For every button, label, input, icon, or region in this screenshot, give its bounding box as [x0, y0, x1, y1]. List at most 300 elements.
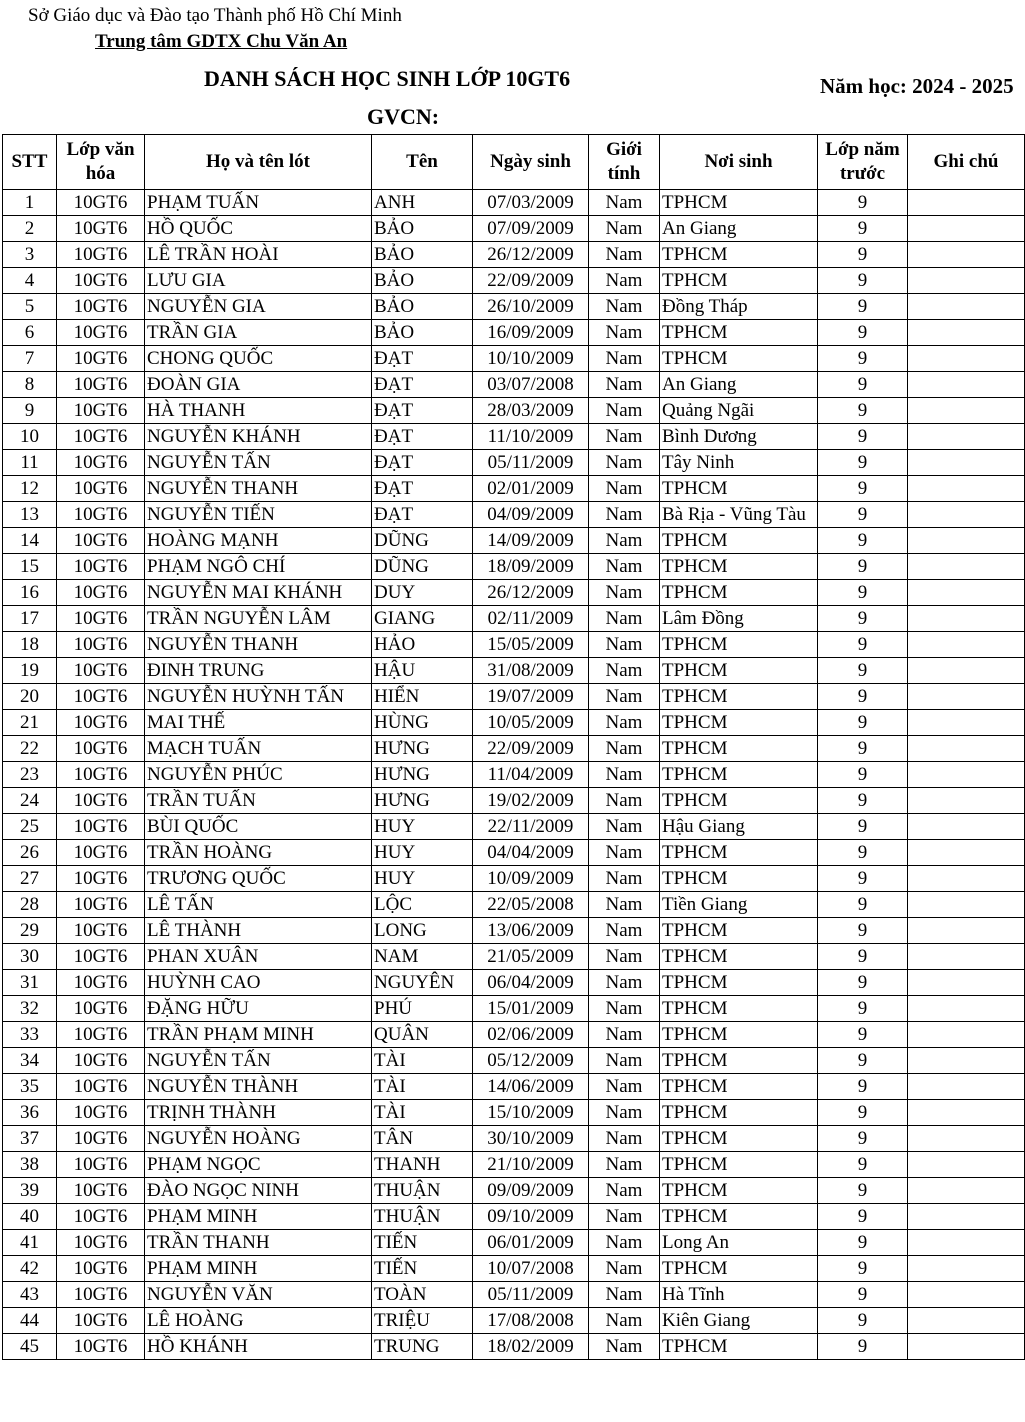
cell-birthdate: 16/09/2009: [473, 320, 589, 346]
table-row: [3, 1282, 1025, 1308]
cell-stt: 43: [3, 1282, 57, 1308]
cell-gender: Nam: [589, 632, 660, 658]
cell-gender: Nam: [589, 554, 660, 580]
cell-previous-class: 9: [818, 814, 908, 840]
cell-stt: 10: [3, 424, 57, 450]
cell-surname: PHAN XUÂN: [145, 944, 372, 970]
cell-surname: PHẠM TUẤN: [145, 190, 372, 216]
cell-given-name: HẬU: [372, 658, 473, 684]
cell-stt: 26: [3, 840, 57, 866]
cell-stt: 18: [3, 632, 57, 658]
cell-birthdate: 15/10/2009: [473, 1100, 589, 1126]
cell-previous-class: 9: [818, 866, 908, 892]
cell-surname: BÙI QUỐC: [145, 814, 372, 840]
table-row: [3, 710, 1025, 736]
cell-birthdate: 06/01/2009: [473, 1230, 589, 1256]
cell-stt: 2: [3, 216, 57, 242]
table-row: [3, 294, 1025, 320]
cell-gender: Nam: [589, 684, 660, 710]
cell-notes: [908, 1204, 1025, 1230]
cell-surname: LÊ TẤN: [145, 892, 372, 918]
cell-class: 10GT6: [57, 476, 145, 502]
table-row: [3, 944, 1025, 970]
cell-notes: [908, 476, 1025, 502]
table-row: [3, 736, 1025, 762]
cell-given-name: NGUYÊN: [372, 970, 473, 996]
cell-class: 10GT6: [57, 1178, 145, 1204]
cell-class: 10GT6: [57, 216, 145, 242]
school-year: Năm học: 2024 - 2025: [820, 74, 1014, 98]
cell-stt: 9: [3, 398, 57, 424]
cell-stt: 21: [3, 710, 57, 736]
cell-notes: [908, 580, 1025, 606]
cell-surname: TRẦN TUẤN: [145, 788, 372, 814]
cell-given-name: NAM: [372, 944, 473, 970]
table-row: [3, 1256, 1025, 1282]
cell-stt: 34: [3, 1048, 57, 1074]
table-header-row: [3, 135, 1025, 190]
cell-gender: Nam: [589, 424, 660, 450]
cell-birthplace: Hà Tĩnh: [660, 1282, 818, 1308]
cell-gender: Nam: [589, 1048, 660, 1074]
cell-birthdate: 03/07/2008: [473, 372, 589, 398]
cell-gender: Nam: [589, 1204, 660, 1230]
cell-stt: 20: [3, 684, 57, 710]
cell-previous-class: 9: [818, 632, 908, 658]
cell-birthplace: TPHCM: [660, 970, 818, 996]
cell-notes: [908, 944, 1025, 970]
cell-birthplace: TPHCM: [660, 1334, 818, 1360]
cell-class: 10GT6: [57, 970, 145, 996]
cell-gender: Nam: [589, 476, 660, 502]
cell-given-name: TÀI: [372, 1074, 473, 1100]
cell-class: 10GT6: [57, 1230, 145, 1256]
cell-previous-class: 9: [818, 1334, 908, 1360]
cell-previous-class: 9: [818, 1230, 908, 1256]
column-header-previous-class: Lớp năm trước: [818, 135, 908, 190]
cell-notes: [908, 1074, 1025, 1100]
cell-birthdate: 22/11/2009: [473, 814, 589, 840]
cell-class: 10GT6: [57, 1048, 145, 1074]
cell-previous-class: 9: [818, 1100, 908, 1126]
table-row: [3, 814, 1025, 840]
table-row: [3, 918, 1025, 944]
cell-birthdate: 18/02/2009: [473, 1334, 589, 1360]
table-row: [3, 1100, 1025, 1126]
cell-stt: 15: [3, 554, 57, 580]
cell-surname: NGUYỄN VĂN: [145, 1282, 372, 1308]
cell-birthdate: 04/09/2009: [473, 502, 589, 528]
table-row: [3, 320, 1025, 346]
cell-given-name: ĐẠT: [372, 398, 473, 424]
cell-class: 10GT6: [57, 398, 145, 424]
student-table: [2, 134, 1025, 1360]
center-name: Trung tâm GDTX Chu Văn An: [95, 31, 348, 52]
cell-class: 10GT6: [57, 1334, 145, 1360]
table-row: [3, 372, 1025, 398]
cell-birthdate: 02/06/2009: [473, 1022, 589, 1048]
cell-birthdate: 31/08/2009: [473, 658, 589, 684]
cell-birthplace: TPHCM: [660, 1256, 818, 1282]
cell-previous-class: 9: [818, 190, 908, 216]
cell-notes: [908, 606, 1025, 632]
cell-birthdate: 19/02/2009: [473, 788, 589, 814]
cell-birthplace: TPHCM: [660, 476, 818, 502]
cell-stt: 30: [3, 944, 57, 970]
cell-gender: Nam: [589, 1022, 660, 1048]
cell-given-name: TÀI: [372, 1048, 473, 1074]
cell-class: 10GT6: [57, 1152, 145, 1178]
cell-birthplace: Lâm Đồng: [660, 606, 818, 632]
cell-gender: Nam: [589, 1230, 660, 1256]
cell-birthplace: TPHCM: [660, 736, 818, 762]
cell-given-name: HƯNG: [372, 762, 473, 788]
cell-notes: [908, 398, 1025, 424]
cell-stt: 33: [3, 1022, 57, 1048]
cell-surname: HỒ QUỐC: [145, 216, 372, 242]
cell-previous-class: 9: [818, 554, 908, 580]
cell-stt: 23: [3, 762, 57, 788]
cell-birthdate: 14/06/2009: [473, 1074, 589, 1100]
cell-birthdate: 13/06/2009: [473, 918, 589, 944]
cell-birthdate: 07/03/2009: [473, 190, 589, 216]
cell-surname: NGUYỄN THANH: [145, 476, 372, 502]
cell-notes: [908, 658, 1025, 684]
cell-birthplace: TPHCM: [660, 1048, 818, 1074]
column-header-birthdate: Ngày sinh: [473, 135, 589, 190]
cell-previous-class: 9: [818, 1282, 908, 1308]
cell-surname: TRƯƠNG QUỐC: [145, 866, 372, 892]
cell-notes: [908, 710, 1025, 736]
table-row: [3, 762, 1025, 788]
cell-stt: 24: [3, 788, 57, 814]
cell-stt: 25: [3, 814, 57, 840]
cell-given-name: LONG: [372, 918, 473, 944]
table-row: [3, 866, 1025, 892]
cell-birthplace: TPHCM: [660, 918, 818, 944]
table-row: [3, 606, 1025, 632]
cell-birthdate: 11/10/2009: [473, 424, 589, 450]
table-row: [3, 1048, 1025, 1074]
cell-previous-class: 9: [818, 944, 908, 970]
cell-notes: [908, 372, 1025, 398]
cell-stt: 22: [3, 736, 57, 762]
cell-notes: [908, 918, 1025, 944]
cell-birthdate: 15/05/2009: [473, 632, 589, 658]
table-row: [3, 892, 1025, 918]
cell-class: 10GT6: [57, 1022, 145, 1048]
cell-birthdate: 26/12/2009: [473, 242, 589, 268]
table-row: [3, 1178, 1025, 1204]
cell-notes: [908, 242, 1025, 268]
cell-stt: 6: [3, 320, 57, 346]
cell-birthdate: 22/05/2008: [473, 892, 589, 918]
cell-birthplace: TPHCM: [660, 190, 818, 216]
cell-birthdate: 10/09/2009: [473, 866, 589, 892]
table-row: [3, 216, 1025, 242]
cell-gender: Nam: [589, 944, 660, 970]
cell-given-name: TRUNG: [372, 1334, 473, 1360]
cell-class: 10GT6: [57, 840, 145, 866]
cell-given-name: HUY: [372, 840, 473, 866]
cell-gender: Nam: [589, 216, 660, 242]
cell-given-name: HƯNG: [372, 736, 473, 762]
cell-previous-class: 9: [818, 892, 908, 918]
cell-surname: NGUYỄN PHÚC: [145, 762, 372, 788]
cell-notes: [908, 528, 1025, 554]
cell-stt: 27: [3, 866, 57, 892]
cell-previous-class: 9: [818, 606, 908, 632]
cell-birthplace: Hậu Giang: [660, 814, 818, 840]
cell-stt: 38: [3, 1152, 57, 1178]
cell-previous-class: 9: [818, 502, 908, 528]
cell-given-name: BẢO: [372, 268, 473, 294]
cell-stt: 13: [3, 502, 57, 528]
cell-gender: Nam: [589, 242, 660, 268]
table-row: [3, 190, 1025, 216]
cell-stt: 41: [3, 1230, 57, 1256]
cell-stt: 44: [3, 1308, 57, 1334]
cell-previous-class: 9: [818, 1256, 908, 1282]
table-row: [3, 996, 1025, 1022]
cell-given-name: HUY: [372, 814, 473, 840]
cell-notes: [908, 684, 1025, 710]
cell-surname: HÀ THANH: [145, 398, 372, 424]
cell-surname: NGUYỄN THÀNH: [145, 1074, 372, 1100]
cell-gender: Nam: [589, 814, 660, 840]
cell-given-name: TIẾN: [372, 1256, 473, 1282]
cell-stt: 45: [3, 1334, 57, 1360]
cell-gender: Nam: [589, 866, 660, 892]
cell-surname: LÊ HOÀNG: [145, 1308, 372, 1334]
cell-stt: 12: [3, 476, 57, 502]
cell-gender: Nam: [589, 528, 660, 554]
cell-class: 10GT6: [57, 658, 145, 684]
cell-birthplace: TPHCM: [660, 1204, 818, 1230]
cell-birthplace: TPHCM: [660, 1126, 818, 1152]
cell-surname: LÊ TRẦN HOÀI: [145, 242, 372, 268]
cell-birthplace: TPHCM: [660, 996, 818, 1022]
cell-stt: 29: [3, 918, 57, 944]
cell-notes: [908, 1152, 1025, 1178]
cell-stt: 39: [3, 1178, 57, 1204]
cell-previous-class: 9: [818, 684, 908, 710]
column-header-notes: Ghi chú: [908, 135, 1025, 190]
table-row: [3, 840, 1025, 866]
cell-notes: [908, 788, 1025, 814]
cell-notes: [908, 1126, 1025, 1152]
cell-stt: 35: [3, 1074, 57, 1100]
cell-gender: Nam: [589, 606, 660, 632]
cell-gender: Nam: [589, 268, 660, 294]
cell-birthplace: TPHCM: [660, 1178, 818, 1204]
cell-class: 10GT6: [57, 1074, 145, 1100]
cell-notes: [908, 294, 1025, 320]
cell-birthplace: TPHCM: [660, 268, 818, 294]
cell-notes: [908, 762, 1025, 788]
cell-birthplace: Đồng Tháp: [660, 294, 818, 320]
cell-class: 10GT6: [57, 372, 145, 398]
cell-birthplace: TPHCM: [660, 632, 818, 658]
document-title: DANH SÁCH HỌC SINH LỚP 10GT6: [204, 66, 571, 91]
cell-given-name: DŨNG: [372, 554, 473, 580]
cell-notes: [908, 1334, 1025, 1360]
table-row: [3, 658, 1025, 684]
cell-previous-class: 9: [818, 268, 908, 294]
cell-surname: MAI THẾ: [145, 710, 372, 736]
table-row: [3, 450, 1025, 476]
cell-previous-class: 9: [818, 320, 908, 346]
cell-birthplace: Long An: [660, 1230, 818, 1256]
cell-birthplace: TPHCM: [660, 840, 818, 866]
cell-stt: 36: [3, 1100, 57, 1126]
cell-given-name: DUY: [372, 580, 473, 606]
cell-birthdate: 26/10/2009: [473, 294, 589, 320]
cell-birthplace: TPHCM: [660, 944, 818, 970]
cell-given-name: THUẬN: [372, 1204, 473, 1230]
table-row: [3, 1308, 1025, 1334]
cell-class: 10GT6: [57, 580, 145, 606]
cell-gender: Nam: [589, 840, 660, 866]
cell-gender: Nam: [589, 502, 660, 528]
cell-birthplace: TPHCM: [660, 788, 818, 814]
table-row: [3, 1074, 1025, 1100]
cell-previous-class: 9: [818, 528, 908, 554]
cell-surname: NGUYỄN TẤN: [145, 1048, 372, 1074]
table-row: [3, 268, 1025, 294]
cell-birthdate: 22/09/2009: [473, 268, 589, 294]
cell-gender: Nam: [589, 710, 660, 736]
column-header-birthplace: Nơi sinh: [660, 135, 818, 190]
cell-previous-class: 9: [818, 762, 908, 788]
cell-class: 10GT6: [57, 762, 145, 788]
cell-gender: Nam: [589, 372, 660, 398]
cell-class: 10GT6: [57, 736, 145, 762]
cell-class: 10GT6: [57, 1308, 145, 1334]
cell-class: 10GT6: [57, 1100, 145, 1126]
cell-surname: HỒ KHÁNH: [145, 1334, 372, 1360]
cell-birthplace: TPHCM: [660, 710, 818, 736]
cell-surname: LƯU GIA: [145, 268, 372, 294]
cell-previous-class: 9: [818, 1308, 908, 1334]
cell-surname: CHONG QUỐC: [145, 346, 372, 372]
cell-notes: [908, 216, 1025, 242]
cell-birthdate: 07/09/2009: [473, 216, 589, 242]
column-header-class: Lớp văn hóa: [57, 135, 145, 190]
column-header-given-name: Tên: [372, 135, 473, 190]
cell-stt: 32: [3, 996, 57, 1022]
cell-birthplace: TPHCM: [660, 320, 818, 346]
cell-given-name: QUÂN: [372, 1022, 473, 1048]
cell-notes: [908, 1100, 1025, 1126]
cell-surname: NGUYỄN TẤN: [145, 450, 372, 476]
cell-birthplace: An Giang: [660, 372, 818, 398]
cell-surname: ĐÀO NGỌC NINH: [145, 1178, 372, 1204]
cell-birthdate: 22/09/2009: [473, 736, 589, 762]
cell-stt: 1: [3, 190, 57, 216]
cell-surname: ĐẶNG HỮU: [145, 996, 372, 1022]
cell-surname: TRỊNH THÀNH: [145, 1100, 372, 1126]
cell-birthdate: 02/11/2009: [473, 606, 589, 632]
table-row: [3, 1022, 1025, 1048]
cell-given-name: GIANG: [372, 606, 473, 632]
cell-previous-class: 9: [818, 996, 908, 1022]
table-row: [3, 476, 1025, 502]
cell-notes: [908, 840, 1025, 866]
cell-stt: 19: [3, 658, 57, 684]
cell-birthdate: 04/04/2009: [473, 840, 589, 866]
cell-previous-class: 9: [818, 398, 908, 424]
cell-previous-class: 9: [818, 450, 908, 476]
table-row: [3, 1152, 1025, 1178]
cell-previous-class: 9: [818, 580, 908, 606]
cell-gender: Nam: [589, 892, 660, 918]
cell-surname: PHẠM NGỌC: [145, 1152, 372, 1178]
cell-birthplace: Bình Dương: [660, 424, 818, 450]
cell-birthdate: 11/04/2009: [473, 762, 589, 788]
cell-surname: LÊ THÀNH: [145, 918, 372, 944]
cell-gender: Nam: [589, 1100, 660, 1126]
cell-previous-class: 9: [818, 242, 908, 268]
cell-surname: ĐINH TRUNG: [145, 658, 372, 684]
cell-notes: [908, 502, 1025, 528]
cell-birthplace: TPHCM: [660, 684, 818, 710]
cell-birthplace: TPHCM: [660, 762, 818, 788]
cell-notes: [908, 1256, 1025, 1282]
cell-class: 10GT6: [57, 554, 145, 580]
homeroom-teacher-label: GVCN:: [367, 104, 440, 129]
cell-previous-class: 9: [818, 970, 908, 996]
cell-stt: 14: [3, 528, 57, 554]
cell-birthplace: TPHCM: [660, 580, 818, 606]
cell-gender: Nam: [589, 190, 660, 216]
cell-notes: [908, 1308, 1025, 1334]
cell-gender: Nam: [589, 320, 660, 346]
cell-birthdate: 05/11/2009: [473, 450, 589, 476]
cell-birthdate: 09/09/2009: [473, 1178, 589, 1204]
cell-given-name: HÙNG: [372, 710, 473, 736]
cell-notes: [908, 554, 1025, 580]
cell-surname: TRẦN THANH: [145, 1230, 372, 1256]
cell-stt: 28: [3, 892, 57, 918]
cell-birthplace: Bà Rịa - Vũng Tàu: [660, 502, 818, 528]
cell-class: 10GT6: [57, 190, 145, 216]
cell-given-name: ĐẠT: [372, 372, 473, 398]
cell-given-name: TOÀN: [372, 1282, 473, 1308]
cell-notes: [908, 320, 1025, 346]
cell-given-name: HUY: [372, 866, 473, 892]
cell-previous-class: 9: [818, 372, 908, 398]
cell-gender: Nam: [589, 398, 660, 424]
cell-birthdate: 21/10/2009: [473, 1152, 589, 1178]
cell-surname: ĐOÀN GIA: [145, 372, 372, 398]
cell-gender: Nam: [589, 1126, 660, 1152]
cell-surname: TRẦN PHẠM MINH: [145, 1022, 372, 1048]
cell-birthplace: An Giang: [660, 216, 818, 242]
cell-stt: 4: [3, 268, 57, 294]
cell-birthdate: 05/11/2009: [473, 1282, 589, 1308]
cell-stt: 11: [3, 450, 57, 476]
cell-gender: Nam: [589, 1152, 660, 1178]
cell-class: 10GT6: [57, 944, 145, 970]
cell-gender: Nam: [589, 580, 660, 606]
column-header-gender: Giới tính: [589, 135, 660, 190]
table-row: [3, 1126, 1025, 1152]
cell-class: 10GT6: [57, 710, 145, 736]
table-row: [3, 502, 1025, 528]
table-row: [3, 580, 1025, 606]
cell-birthplace: TPHCM: [660, 346, 818, 372]
